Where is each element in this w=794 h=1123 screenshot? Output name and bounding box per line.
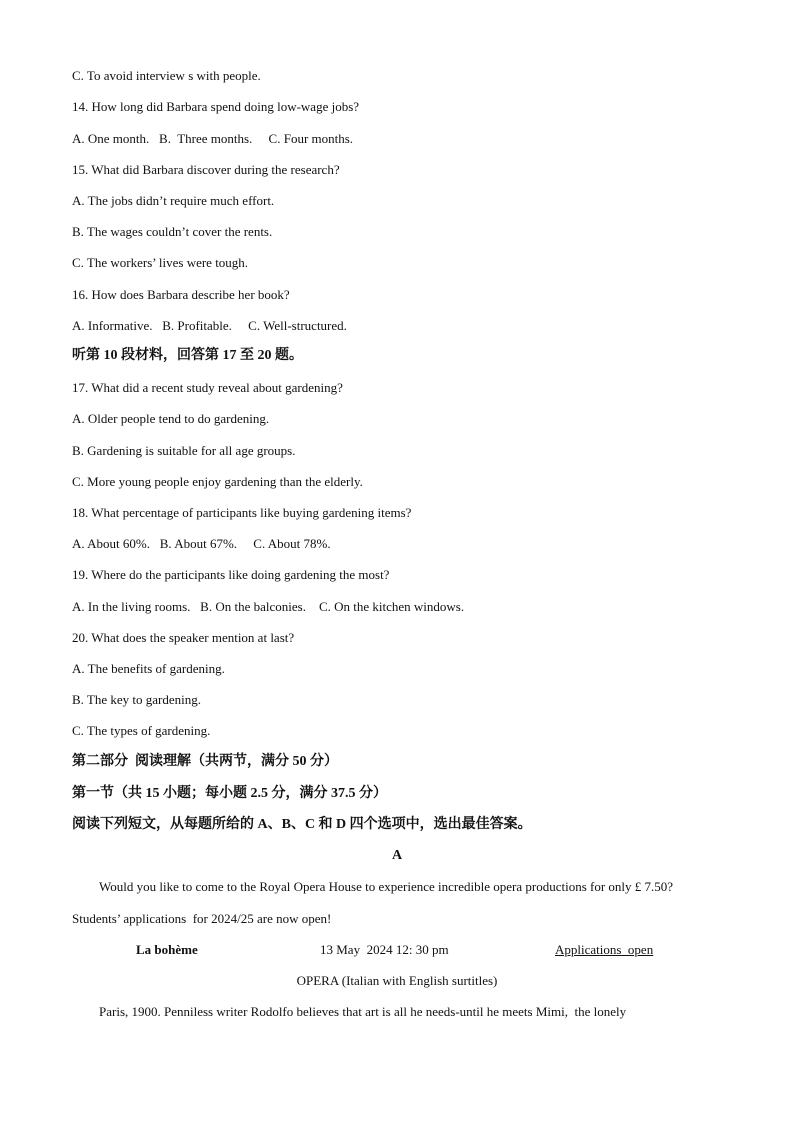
- option-line: C. The types of gardening.: [72, 723, 211, 738]
- question-line: 15. What did Barbara discover during the research?: [72, 162, 340, 177]
- reading-instruction: 阅读下列短文，从每题所给的 A、B、C 和 D 四个选项中，选出最佳答案。: [72, 817, 532, 832]
- question-line: 20. What does the speaker mention at last?: [72, 630, 295, 645]
- part-heading: 第二部分 阅读理解（共两节，满分 50 分）: [72, 754, 338, 769]
- options-line: A. In the living rooms. B. On the balconies. C. On the kitchen windows.: [72, 599, 465, 614]
- subsection-heading: 第一节（共 15 小题；每小题 2.5 分，满分 37.5 分）: [72, 786, 387, 801]
- question-line: 18. What percentage of participants like buying gardening items?: [72, 505, 412, 520]
- options-line: A. About 60%. B. About 67%. C. About 78%.: [72, 536, 331, 551]
- event-genre: OPERA (Italian with English surtitles): [296, 973, 498, 988]
- question-line: 14. How long did Barbara spend doing low-wage jobs?: [72, 99, 360, 114]
- options-line: A. One month. B. Three months. C. Four months.: [72, 131, 354, 146]
- event-datetime: 13 May 2024 12: 30 pm: [320, 942, 449, 957]
- section-instruction: 听第 10 段材料，回答第 17 至 20 题。: [72, 348, 303, 363]
- option-line: C. More young people enjoy gardening than the elderly.: [72, 474, 363, 489]
- option-line: A. Older people tend to do gardening.: [72, 411, 270, 426]
- passage-body-line: Paris, 1900. Penniless writer Rodolfo believes that art is all he needs-until he meets Mimi, the lonely: [99, 1004, 627, 1019]
- question-line: 17. What did a recent study reveal about gardening?: [72, 380, 343, 395]
- option-line: B. The wages couldn’t cover the rents.: [72, 224, 273, 239]
- options-line: A. Informative. B. Profitable. C. Well-structured.: [72, 318, 347, 333]
- passage-intro-line: Students’ applications for 2024/25 are now open!: [72, 911, 332, 926]
- option-line: B. Gardening is suitable for all age groups.: [72, 443, 296, 458]
- question-line: 19. Where do the participants like doing gardening the most?: [72, 567, 390, 582]
- option-line: A. The benefits of gardening.: [72, 661, 225, 676]
- event-title: La bohème: [136, 942, 198, 957]
- applications-open-link[interactable]: Applications open: [555, 942, 654, 957]
- passage-letter: A: [391, 848, 403, 863]
- option-line: C. To avoid interview s with people.: [72, 68, 261, 83]
- option-line: B. The key to gardening.: [72, 692, 202, 707]
- option-line: C. The workers’ lives were tough.: [72, 255, 249, 270]
- question-line: 16. How does Barbara describe her book?: [72, 287, 290, 302]
- option-line: A. The jobs didn’t require much effort.: [72, 193, 275, 208]
- passage-intro-line: Would you like to come to the Royal Opera House to experience incredible opera productions for only £ 7.50?: [99, 879, 674, 894]
